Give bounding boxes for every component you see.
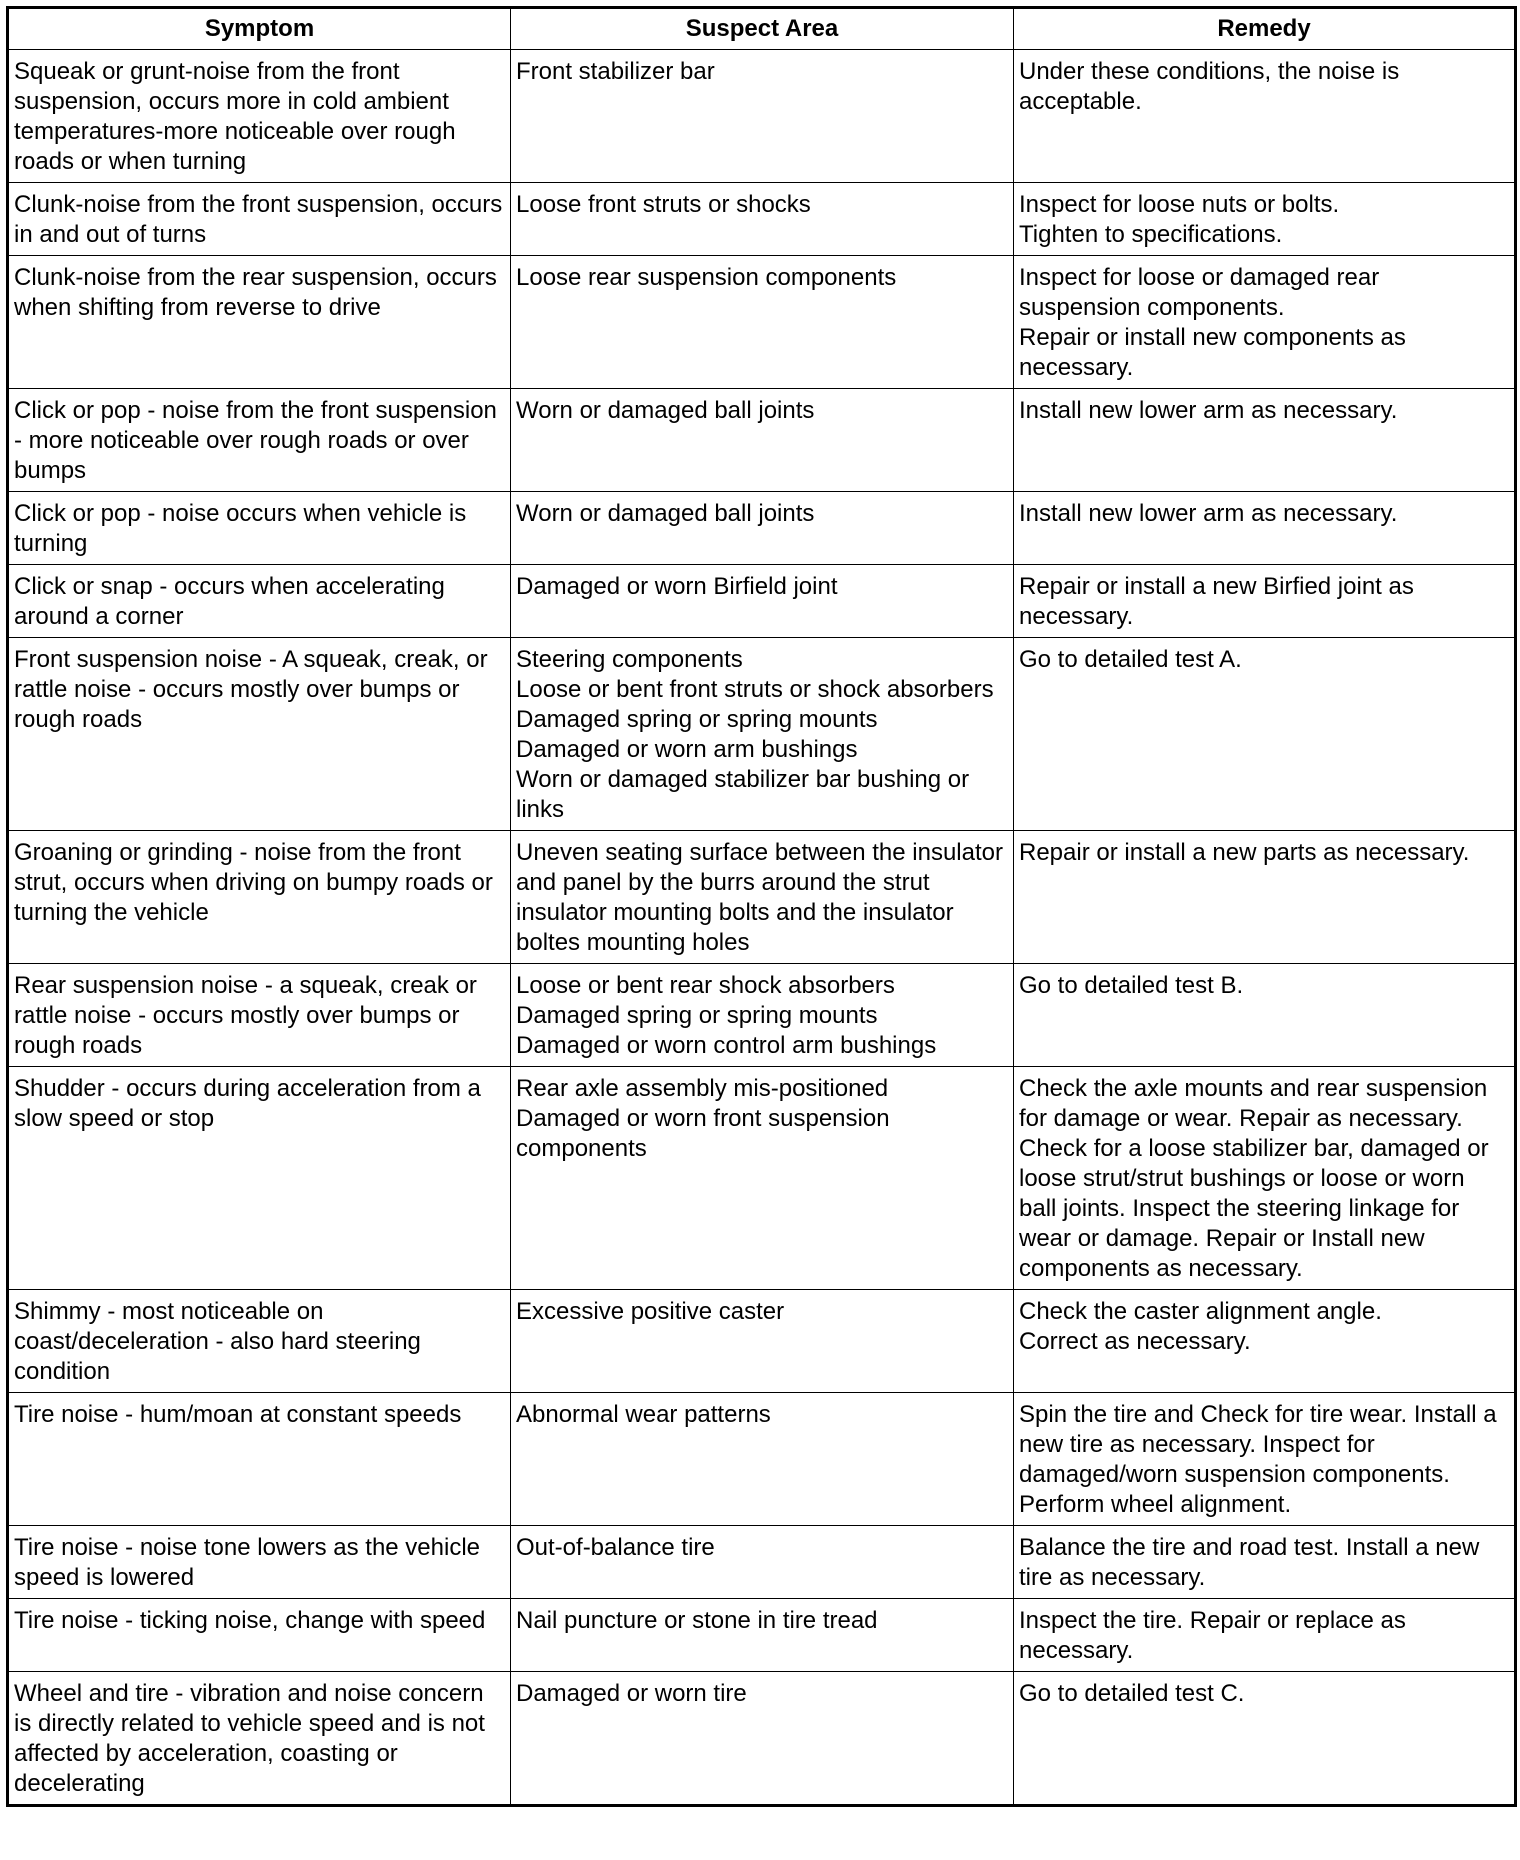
symptom-cell-line: Click or pop - noise occurs when vehicle is turning: [14, 500, 467, 557]
symptom-cell-line: Clunk-noise from the rear suspension, occurs when shifting from reverse to drive: [14, 264, 497, 321]
suspect-area-cell: [511, 256, 1014, 389]
remedy-cell-line: Inspect for loose or damaged rear suspension components.: [1019, 264, 1380, 321]
symptom-cell-line: Tire noise - noise tone lowers as the vehicle speed is lowered: [14, 1534, 481, 1591]
table-header-row: [8, 8, 1516, 50]
table-row: [8, 964, 1516, 1067]
suspect-area-cell-line: Damaged spring or spring mounts: [516, 1002, 878, 1029]
suspect-area-cell-line: Damaged or worn front suspension components: [516, 1105, 890, 1162]
symptom-cell: [8, 183, 511, 256]
suspect-area-cell-line: Damaged or worn Birfield joint: [516, 573, 838, 600]
suspect-area-cell-line: Damaged or worn control arm bushings: [516, 1032, 937, 1059]
symptom-cell-line: Front suspension noise - A squeak, creak, or rattle noise - occurs mostly over bumps or rough roads: [14, 646, 488, 733]
suspect-area-cell-line: Excessive positive caster: [516, 1298, 785, 1325]
table-row: [8, 1393, 1516, 1526]
suspect-area-cell-line: Nail puncture or stone in tire tread: [516, 1607, 878, 1634]
remedy-cell: [1014, 1526, 1516, 1599]
table-row: [8, 831, 1516, 964]
suspect-area-cell: [511, 1067, 1014, 1290]
table-row: [8, 256, 1516, 389]
symptom-cell: [8, 565, 511, 638]
table-row: [8, 1526, 1516, 1599]
remedy-cell: [1014, 1067, 1516, 1290]
suspect-area-cell-line: Front stabilizer bar: [516, 58, 715, 85]
symptom-cell: [8, 1393, 511, 1526]
suspect-area-cell-line: Loose front struts or shocks: [516, 191, 811, 218]
suspect-area-cell-line: Uneven seating surface between the insulator and panel by the burrs around the strut insulator mounting bolts and the insulator boltes mounting holes: [516, 839, 1003, 956]
symptom-cell: [8, 1067, 511, 1290]
remedy-cell-line: Repair or install a new Birfied joint as necessary.: [1019, 573, 1414, 630]
table-row: [8, 1067, 1516, 1290]
suspect-area-cell-line: Abnormal wear patterns: [516, 1401, 771, 1428]
symptom-cell-line: Groaning or grinding - noise from the front strut, occurs when driving on bumpy roads or turning the vehicle: [14, 839, 493, 926]
remedy-cell-line: Spin the tire and Check for tire wear. Install a new tire as necessary. Inspect for damaged/worn suspension components. Perform wheel alignment.: [1019, 1401, 1497, 1518]
symptom-cell-line: Click or snap - occurs when accelerating around a corner: [14, 573, 445, 630]
suspect-area-cell-line: Damaged or worn arm bushings: [516, 736, 858, 763]
symptom-cell: [8, 1599, 511, 1672]
suspect-area-cell: [511, 638, 1014, 831]
diagnosis-table: [6, 6, 1517, 1807]
suspect-area-cell: [511, 565, 1014, 638]
symptom-cell: [8, 1672, 511, 1806]
suspect-area-cell-line: Worn or damaged ball joints: [516, 500, 815, 527]
symptom-cell-line: Rear suspension noise - a squeak, creak or rattle noise - occurs mostly over bumps or rough roads: [14, 972, 477, 1059]
suspect-area-cell: [511, 964, 1014, 1067]
symptom-cell-line: Tire noise - ticking noise, change with speed: [14, 1607, 486, 1634]
table-row: [8, 565, 1516, 638]
remedy-cell-line: Inspect the tire. Repair or replace as necessary.: [1019, 1607, 1406, 1664]
remedy-cell: [1014, 492, 1516, 565]
remedy-cell-line: Under these conditions, the noise is acceptable.: [1019, 58, 1400, 115]
symptom-cell: [8, 964, 511, 1067]
header-remedy: Remedy: [1014, 8, 1516, 50]
remedy-cell-line: Inspect for loose nuts or bolts.: [1019, 191, 1340, 218]
remedy-cell: [1014, 1290, 1516, 1393]
suspect-area-cell: [511, 1393, 1014, 1526]
suspect-area-cell: [511, 492, 1014, 565]
remedy-cell: [1014, 183, 1516, 256]
symptom-cell: [8, 50, 511, 183]
remedy-cell-line: Tighten to specifications.: [1019, 221, 1283, 248]
table-row: [8, 492, 1516, 565]
symptom-cell-line: Squeak or grunt-noise from the front suspension, occurs more in cold ambient temperatures-more noticeable over rough roads or when turning: [14, 58, 456, 175]
remedy-cell-line: Go to detailed test B.: [1019, 972, 1244, 999]
symptom-cell: [8, 256, 511, 389]
suspect-area-cell: [511, 831, 1014, 964]
symptom-cell: [8, 389, 511, 492]
remedy-cell: [1014, 565, 1516, 638]
remedy-cell-line: Check the axle mounts and rear suspension for damage or wear. Repair as necessary. Check for a loose stabilizer bar, damaged or loose strut/strut bushings or loose or worn ball joints. Inspect the steering linkage for wear or damage. Repair or Install new components as necessary.: [1019, 1075, 1489, 1282]
remedy-cell-line: Install new lower arm as necessary.: [1019, 397, 1398, 424]
remedy-cell: [1014, 831, 1516, 964]
symptom-cell-line: Shimmy - most noticeable on coast/deceleration - also hard steering condition: [14, 1298, 421, 1385]
suspect-area-cell-line: Loose or bent rear shock absorbers: [516, 972, 895, 999]
suspect-area-cell: [511, 1290, 1014, 1393]
symptom-cell-line: Shudder - occurs during acceleration from a slow speed or stop: [14, 1075, 481, 1132]
remedy-cell-line: Repair or install new components as necessary.: [1019, 324, 1406, 381]
table-row: [8, 1672, 1516, 1806]
table-body: [8, 50, 1516, 1806]
suspect-area-cell-line: Damaged spring or spring mounts: [516, 706, 878, 733]
symptom-cell: [8, 831, 511, 964]
remedy-cell-line: Repair or install a new parts as necessary.: [1019, 839, 1470, 866]
suspect-area-cell-line: Damaged or worn tire: [516, 1680, 747, 1707]
suspect-area-cell: [511, 389, 1014, 492]
suspect-area-cell-line: Worn or damaged ball joints: [516, 397, 815, 424]
symptom-cell-line: Clunk-noise from the front suspension, occurs in and out of turns: [14, 191, 503, 248]
suspect-area-cell-line: Loose rear suspension components: [516, 264, 897, 291]
suspect-area-cell-line: Out-of-balance tire: [516, 1534, 715, 1561]
table-row: [8, 1290, 1516, 1393]
remedy-cell: [1014, 964, 1516, 1067]
table-row: [8, 50, 1516, 183]
remedy-cell-line: Balance the tire and road test. Install a new tire as necessary.: [1019, 1534, 1480, 1591]
symptom-cell: [8, 1290, 511, 1393]
symptom-cell: [8, 638, 511, 831]
suspect-area-cell-line: Loose or bent front struts or shock absorbers: [516, 676, 994, 703]
remedy-cell-line: Install new lower arm as necessary.: [1019, 500, 1398, 527]
remedy-cell: [1014, 389, 1516, 492]
suspect-area-cell-line: Worn or damaged stabilizer bar bushing or links: [516, 766, 970, 823]
remedy-cell-line: Go to detailed test C.: [1019, 1680, 1245, 1707]
remedy-cell: [1014, 1393, 1516, 1526]
header-suspect-area: Suspect Area: [511, 8, 1014, 50]
symptom-cell-line: Tire noise - hum/moan at constant speeds: [14, 1401, 462, 1428]
table-row: [8, 389, 1516, 492]
remedy-cell: [1014, 256, 1516, 389]
suspect-area-cell-line: Steering components: [516, 646, 743, 673]
suspect-area-cell: [511, 1599, 1014, 1672]
symptom-cell-line: Wheel and tire - vibration and noise concern is directly related to vehicle speed and is not affected by acceleration, coasting or decelerating: [14, 1680, 485, 1797]
suspect-area-cell: [511, 1672, 1014, 1806]
header-symptom: Symptom: [8, 8, 511, 50]
suspect-area-cell: [511, 1526, 1014, 1599]
remedy-cell: [1014, 50, 1516, 183]
remedy-cell: [1014, 1599, 1516, 1672]
symptom-cell-line: Click or pop - noise from the front suspension - more noticeable over rough roads or over bumps: [14, 397, 497, 484]
remedy-cell-line: Check the caster alignment angle.: [1019, 1298, 1382, 1325]
remedy-cell-line: Correct as necessary.: [1019, 1328, 1251, 1355]
remedy-cell: [1014, 1672, 1516, 1806]
symptom-cell: [8, 1526, 511, 1599]
suspect-area-cell: [511, 50, 1014, 183]
suspect-area-cell: [511, 183, 1014, 256]
table-row: [8, 183, 1516, 256]
symptom-cell: [8, 492, 511, 565]
table-row: [8, 638, 1516, 831]
table-row: [8, 1599, 1516, 1672]
suspect-area-cell-line: Rear axle assembly mis-positioned: [516, 1075, 889, 1102]
remedy-cell-line: Go to detailed test A.: [1019, 646, 1242, 673]
remedy-cell: [1014, 638, 1516, 831]
